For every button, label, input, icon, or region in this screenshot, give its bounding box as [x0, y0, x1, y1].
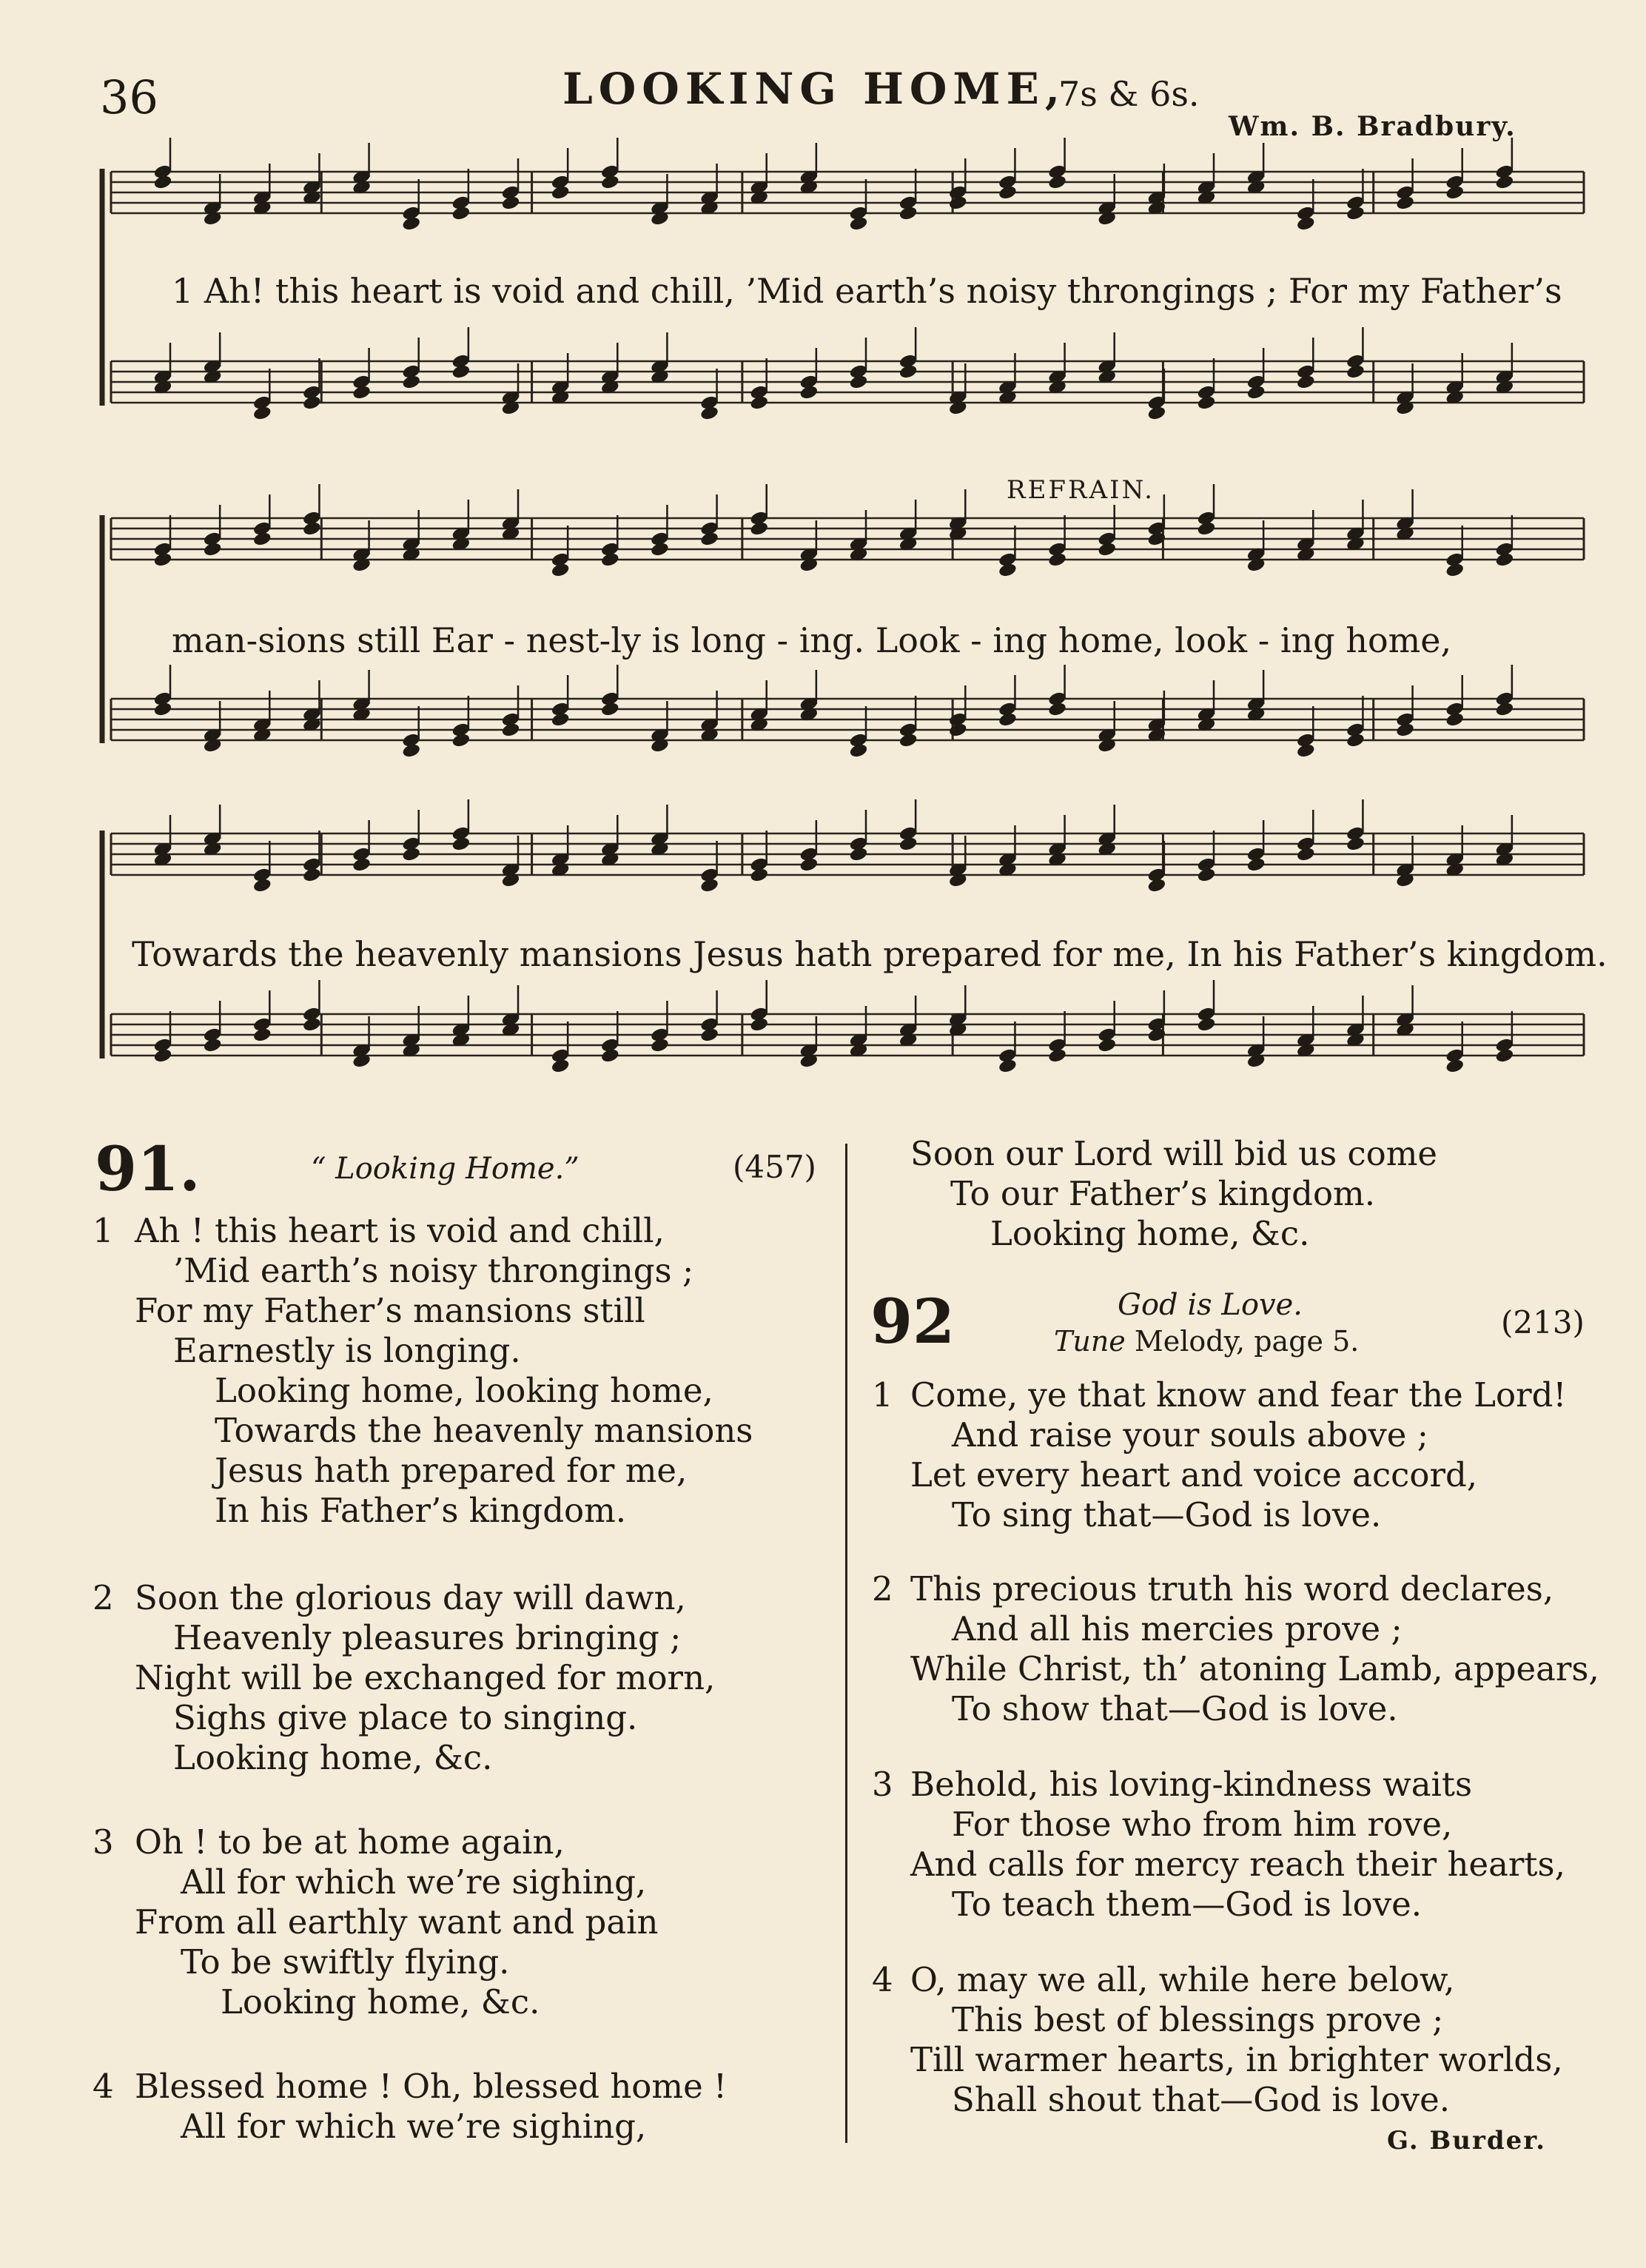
note-head [1396, 195, 1414, 211]
verse-line: Come, ye that know and fear the Lord! [910, 1375, 1567, 1415]
note-head [1197, 395, 1215, 411]
verse-line: Jesus hath prepared for me, [215, 1451, 688, 1490]
hymn-91-title: “ Looking Home.” [311, 1152, 580, 1186]
verse-line: To our Father’s kingdom. [950, 1174, 1376, 1213]
note-head [750, 868, 768, 883]
verse-line: And calls for mercy reach their hearts, [910, 1845, 1565, 1884]
verse-line: Heavenly pleasures bringing ; [173, 1618, 682, 1657]
note-head [1346, 364, 1365, 380]
note-head [849, 216, 867, 232]
verse-line: Till warmer hearts, in brighter worlds, [910, 2040, 1563, 2079]
hymn-tune-title: LOOKING HOME, [562, 64, 1066, 114]
verse-line: While Christ, th’ atoning Lamb, appears, [910, 1649, 1599, 1688]
verse-line: And all his mercies prove ; [952, 1609, 1403, 1648]
note-head [601, 552, 619, 568]
note-head [898, 206, 917, 221]
verse-line: All for which we’re sighing, [181, 1862, 647, 1902]
note-head [402, 743, 420, 759]
verse-line: Looking home, &c. [221, 1982, 540, 2022]
note-head [1346, 206, 1365, 221]
note-head [849, 375, 867, 390]
verse-line: Soon our Lord will bid us come [910, 1134, 1438, 1173]
note-head [352, 385, 371, 400]
verse-number: 1 [93, 1211, 114, 1250]
hymn-92-author: G. Burder. [1387, 2126, 1546, 2155]
note-head [1048, 175, 1066, 190]
note-head [153, 702, 172, 717]
note-head [601, 1048, 619, 1064]
note-head [750, 521, 768, 537]
note-head [1297, 847, 1315, 862]
note-head [1445, 563, 1464, 578]
note-head [700, 878, 719, 893]
note-head [1445, 712, 1464, 728]
note-head [601, 702, 619, 717]
note-head [303, 395, 321, 411]
music-lyric-system-3: Towards the heavenly mansions Jesus hath prepared for me, In his Father’s kingdom. [132, 934, 1608, 974]
note-head [203, 1038, 221, 1053]
verse-line: This best of blessings prove ; [952, 2000, 1444, 2039]
music-lyric-system-2: man-sions still Ear - nest-ly is long - ing. Look - ing home, look - ing home, [172, 620, 1452, 660]
note-head [1098, 542, 1116, 557]
verse-number: 2 [93, 1578, 114, 1617]
note-head [949, 195, 967, 211]
note-head [1495, 552, 1514, 568]
note-head [998, 712, 1017, 728]
note-head [1048, 552, 1066, 568]
note-head [402, 375, 420, 390]
verse-line: To show that—God is love. [952, 1689, 1398, 1728]
verse-line: Oh ! to be at home again, [135, 1822, 565, 1862]
note-head [601, 175, 619, 190]
verse-number: 2 [872, 1569, 893, 1608]
verse-line: Ah ! this heart is void and chill, [135, 1211, 665, 1250]
note-head [949, 722, 967, 738]
tune-name: Melody, page 5. [1134, 1325, 1360, 1358]
note-head [1246, 857, 1265, 873]
note-head [451, 733, 470, 748]
verse-line: Soon the glorious day will dawn, [135, 1578, 686, 1617]
verse-line: Looking home, looking home, [215, 1371, 713, 1410]
note-head [1197, 521, 1215, 537]
composer: Wm. B. Bradbury. [1229, 111, 1516, 142]
note-head [1048, 702, 1066, 717]
hymn-92-number: 92 [870, 1286, 955, 1358]
verse-line: All for which we’re sighing, [181, 2107, 647, 2146]
note-head [451, 836, 470, 852]
note-head [1346, 733, 1365, 748]
verse-number: 3 [872, 1765, 893, 1804]
hymn-91-reference: (457) [733, 1149, 816, 1185]
hymn-92-title: God is Love. [1118, 1288, 1303, 1322]
verse-line: O, may we all, while here below, [910, 1960, 1455, 1999]
note-head [1098, 1038, 1116, 1053]
note-head [1297, 743, 1315, 759]
music-lyric-system-1: 1 Ah! this heart is void and chill, ’Mid earth’s noisy throngings ; For my Father’s [172, 271, 1562, 311]
note-head [898, 364, 917, 380]
note-head [1197, 1017, 1215, 1033]
note-head [849, 743, 867, 759]
verse-line: This precious truth his word declares, [910, 1569, 1554, 1608]
verse-line: Earnestly is longing. [173, 1331, 521, 1370]
verse-line: ’Mid earth’s noisy throngings ; [173, 1251, 694, 1290]
verse-line: Let every heart and voice accord, [910, 1455, 1478, 1494]
verse-line: Behold, his loving-kindness waits [910, 1765, 1473, 1804]
note-head [1445, 1058, 1464, 1074]
note-head [1346, 836, 1365, 852]
verse-line: To teach them—God is love. [952, 1885, 1422, 1924]
verse-line: Sighs give place to singing. [173, 1698, 638, 1737]
note-head [849, 847, 867, 862]
note-head [303, 521, 321, 537]
note-head [700, 1027, 719, 1043]
note-head [1147, 878, 1166, 893]
hymn-92-reference: (213) [1501, 1304, 1585, 1341]
note-head [1147, 406, 1166, 421]
verse-line: For those who from him rove, [952, 1805, 1453, 1844]
note-head [1445, 185, 1464, 201]
verse-line: In his Father’s kingdom. [215, 1491, 627, 1530]
note-head [898, 733, 917, 748]
verse-number: 3 [93, 1822, 114, 1862]
note-head [998, 1058, 1017, 1074]
note-head [303, 1017, 321, 1033]
note-head [501, 722, 520, 738]
note-head [1297, 216, 1315, 232]
note-head [1048, 1048, 1066, 1064]
verse-line: Looking home, &c. [990, 1214, 1310, 1253]
hymn-91-number: 91. [95, 1134, 201, 1205]
verse-line: Shall shout that—God is love. [952, 2080, 1451, 2119]
verse-line: And raise your souls above ; [952, 1415, 1428, 1455]
note-head [501, 195, 520, 211]
note-head [998, 563, 1017, 578]
verse-line: Night will be exchanged for morn, [135, 1658, 716, 1697]
verse-line: For my Father’s mansions still [135, 1291, 645, 1330]
verse-number: 4 [93, 2067, 114, 2106]
note-head [551, 1058, 569, 1074]
note-head [203, 542, 221, 557]
verse-line: To sing that—God is love. [952, 1495, 1382, 1534]
note-head [998, 185, 1017, 201]
note-head [352, 857, 371, 873]
note-head [1495, 175, 1514, 190]
refrain-label: REFRAIN. [1007, 475, 1155, 505]
note-head [1197, 868, 1215, 883]
note-head [253, 1027, 272, 1043]
note-head [253, 531, 272, 547]
note-head [750, 1017, 768, 1033]
note-head [1246, 385, 1265, 400]
note-head [1495, 702, 1514, 717]
note-head [651, 542, 669, 557]
note-head [700, 406, 719, 421]
verse-line: Looking home, &c. [173, 1738, 493, 1777]
page-number: 36 [100, 70, 158, 124]
note-head [551, 185, 569, 201]
note-head [153, 552, 172, 568]
note-head [750, 395, 768, 411]
verse-number: 1 [872, 1375, 893, 1415]
note-head [451, 206, 470, 221]
note-head [402, 216, 420, 232]
note-head [1396, 722, 1414, 738]
note-head [799, 857, 818, 873]
verse-line: Towards the heavenly mansions [215, 1411, 753, 1450]
note-head [303, 868, 321, 883]
note-head [551, 563, 569, 578]
verse-line: From all earthly want and pain [135, 1902, 659, 1942]
note-head [253, 878, 272, 893]
tune-label: Tune [1054, 1325, 1126, 1358]
note-head [253, 406, 272, 421]
note-head [799, 385, 818, 400]
note-head [1297, 375, 1315, 390]
verse-line: Blessed home ! Oh, blessed home ! [135, 2067, 728, 2106]
column-divider [845, 1144, 847, 2143]
verse-line: To be swiftly flying. [181, 1942, 510, 1982]
meter: 7s & 6s. [1058, 74, 1200, 114]
note-head [153, 1048, 172, 1064]
note-head [451, 364, 470, 380]
note-head [153, 175, 172, 190]
note-head [402, 847, 420, 862]
note-head [898, 836, 917, 852]
hymn-92-tune [1054, 1325, 1359, 1358]
note-head [651, 1038, 669, 1053]
note-head [1495, 1048, 1514, 1064]
verse-number: 4 [872, 1960, 893, 1999]
note-head [700, 531, 719, 547]
note-head [551, 712, 569, 728]
